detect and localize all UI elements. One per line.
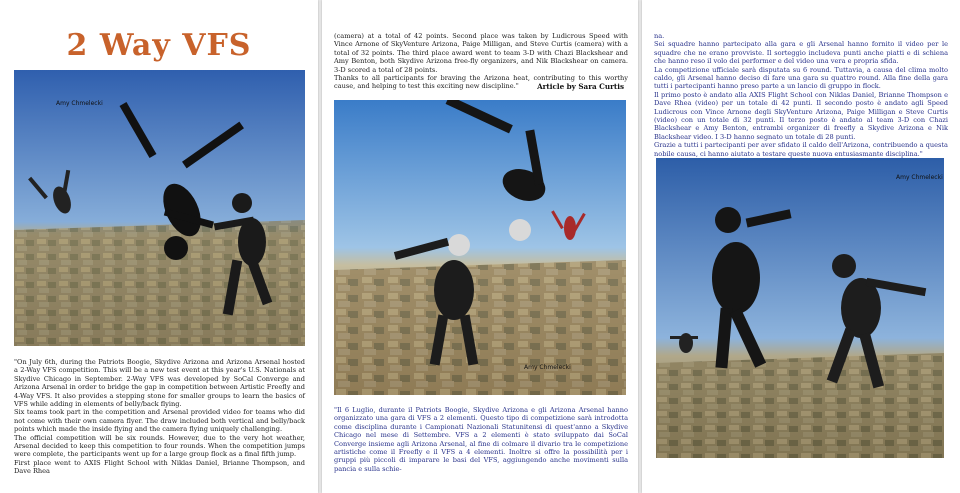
article-byline: Article by Sara Curtis (537, 82, 624, 91)
italian-paragraph-2: na. (654, 32, 665, 40)
italian-paragraph-4: La competizione ufficiale sarà disputata su 6 round. Tuttavia, a causa del clima molto caldo, gli Arsenal hanno deciso di fare una gara su quattro round. Alla fine della gara tutti i partecipanti hanno preso parte a un lancio di gruppo in flock. (654, 65, 948, 91)
italian-text-col2 (654, 32, 948, 158)
photo-credit-3: Amy Chmelecki (896, 174, 943, 181)
photo-skydivers-3-art (656, 158, 944, 458)
photo-skydivers-1 (14, 70, 305, 346)
photo-skydivers-1-art (14, 70, 305, 346)
english-text-col1 (14, 358, 305, 476)
photo-skydivers-2 (334, 100, 626, 395)
english-paragraph-5: (camera) at a total of 42 points. Second place was taken by Ludicrous Speed with Vince Arnone of SkyVenture Arizona, Paige Milligan, and Steve Curtis (camera) with a total of 32 points. The third place award went to team 3-D with Chazi Blackshear and Amy Benton, both Skydive Arizona free-fly organizers, and Nik Blackshear on camera. 3-D scored a total of 28 points. (334, 32, 628, 74)
english-paragraph-6: Thanks to all participants for braving the Arizona heat, contributing to this worthy cause, and helping to test this exciting new discipline." (334, 74, 628, 91)
english-paragraph-2: Six teams took part in the competition and Arsenal provided video for teams who did not come with their own camera flyer. The draw included both vertical and belly/back points which made the inside flying and the camera flying uniquely challenging. (14, 408, 305, 434)
italian-paragraph-6: Grazie a tutti i partecipanti per aver sfidato il caldo dell'Arizona, contribuendo a questa nobile causa, ci hanno aiutato a testare queste nuova entusiasmante disciplina." (654, 141, 948, 158)
english-paragraph-3: The official competition will be six rounds. However, due to the very hot weather, Arsenal decided to keep this competition to four rounds. When the competition jumps were complete, the participants went up for a large group flock as a final fifth jump. (14, 433, 305, 459)
italian-paragraph-3: Sei squadre hanno partecipato alla gara e gli Arsenal hanno fornito il video per le squadre che ne erano provviste. Il sorteggio includeva punti anche piatti e di schiena che hanno reso il volo dei performer e del video una vera e propria sfida. (654, 40, 948, 66)
english-paragraph-4: First place went to AXIS Flight School with Niklas Daniel, Brianne Thompson, and Dave Rhea (14, 458, 305, 476)
page-right (642, 0, 960, 493)
photo-credit-2: Amy Chmelecki (524, 364, 571, 371)
italian-paragraph-1: "Il 6 Luglio, durante il Patriots Boogie, Skydive Arizona e gli Arizona Arsenal hanno organizzato una gara di VFS a 2 elementi. Questo tipo di competizione sarà introdotta come disciplina durante i Campionati Nazionali Statunitensi di quest'anno a Skydive Chicago nel mese di Settembre. VFS a 2 elementi è stato sviluppato dai SoCal Converge insieme agli Arizona Arsenal, al fine di colmare il divario tra le competizione artistiche come il Freefly e il VFS a 4 elementi. Inoltre si offre la possibilità per i gruppi più piccoli di imparare le basi del VFS, aggiungendo anche movimenti sulla pancia e sulla schie- (334, 406, 628, 473)
photo-skydivers-2-art (334, 100, 626, 395)
page-middle (322, 0, 638, 493)
page-left (0, 0, 318, 493)
italian-paragraph-5: Il primo posto è andato alla AXIS Flight School con Niklas Daniel, Brianne Thompson e Dave Rhea (video) per un totale di 42 punti. Il secondo posto è andato agli Speed Ludicrous con Vince Arnone degli SkyVenture Arizona, Paige Milligan e Steve Curtis (video) con un totale di 32 punti. Il terzo posto è andato al team 3-D con Chazi Blackshear e Amy Benton, entrambi organizer di freefly a Skydive Arizona e Nik Blackshear video. I 3-D hanno segnato un totale di 28 punti. (654, 90, 948, 141)
photo-skydivers-3 (656, 158, 944, 458)
italian-text-col1 (334, 406, 628, 473)
article-title: 2 Way VFS (66, 28, 252, 63)
english-paragraph-1: "On July 6th, during the Patriots Boogie, Skydive Arizona and Arizona Arsenal hosted a 2-Way VFS competition. This will be a new test event at this year's U.S. Nationals at Skydive Chicago in September. 2-Way VFS was developed by SoCal Converge and Arizona Arsenal in order to bridge the gap in competition between Artistic Freefly and 4-Way VFS. It also provides a stepping stone for smaller groups to learn the basics of VFS while adding in elements of belly/back flying. (14, 358, 305, 409)
photo-credit-1: Amy Chmelecki (56, 100, 103, 107)
